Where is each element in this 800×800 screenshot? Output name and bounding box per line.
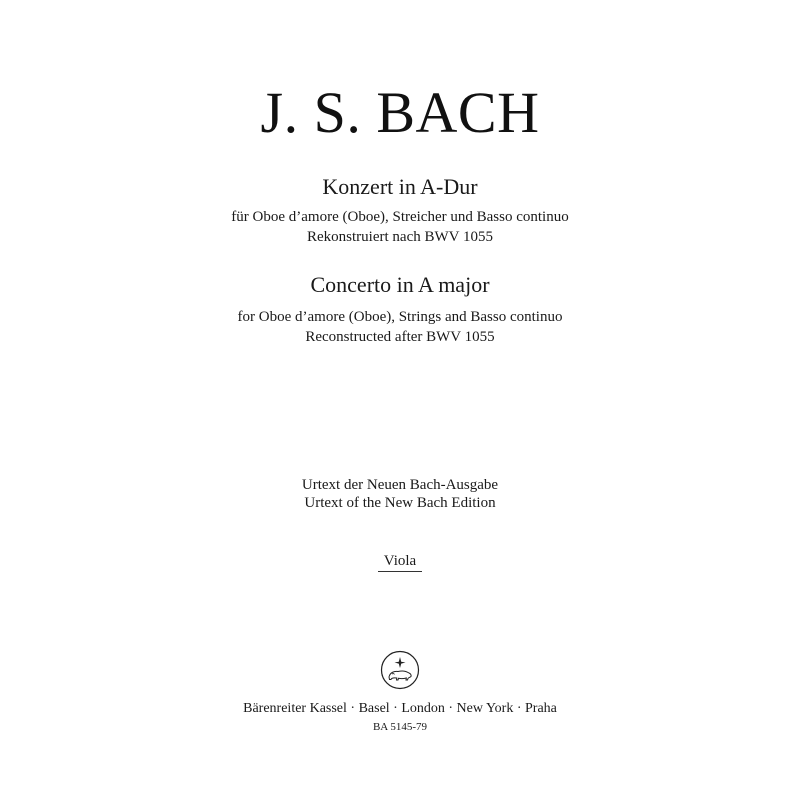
bear-logo-svg [380, 650, 420, 690]
urtext-english: Urtext of the New Bach Edition [304, 495, 496, 511]
german-title: Konzert in A-Dur [322, 174, 478, 199]
urtext-german: Urtext der Neuen Bach-Ausgabe [301, 477, 499, 493]
publisher-cities: Bärenreiter Kassel · Basel · London · New York · Praha [243, 701, 557, 716]
english-title: Concerto in A major [310, 272, 490, 297]
english-reconstruction: Reconstructed after BWV 1055 [305, 329, 495, 345]
german-scoring: für Oboe d’amore (Oboe), Streicher und Basso continuo [231, 209, 569, 225]
german-reconstruction: Rekonstruiert nach BWV 1055 [307, 229, 493, 245]
part-label [0, 554, 800, 572]
english-scoring: for Oboe d’amore (Oboe), Strings and Basso continuo [237, 309, 563, 325]
baerenreiter-bear-logo-icon [380, 650, 420, 690]
composer-name: J. S. BACH [260, 80, 540, 145]
part-name: Viola [378, 554, 422, 572]
order-number: BA 5145-79 [372, 721, 428, 733]
